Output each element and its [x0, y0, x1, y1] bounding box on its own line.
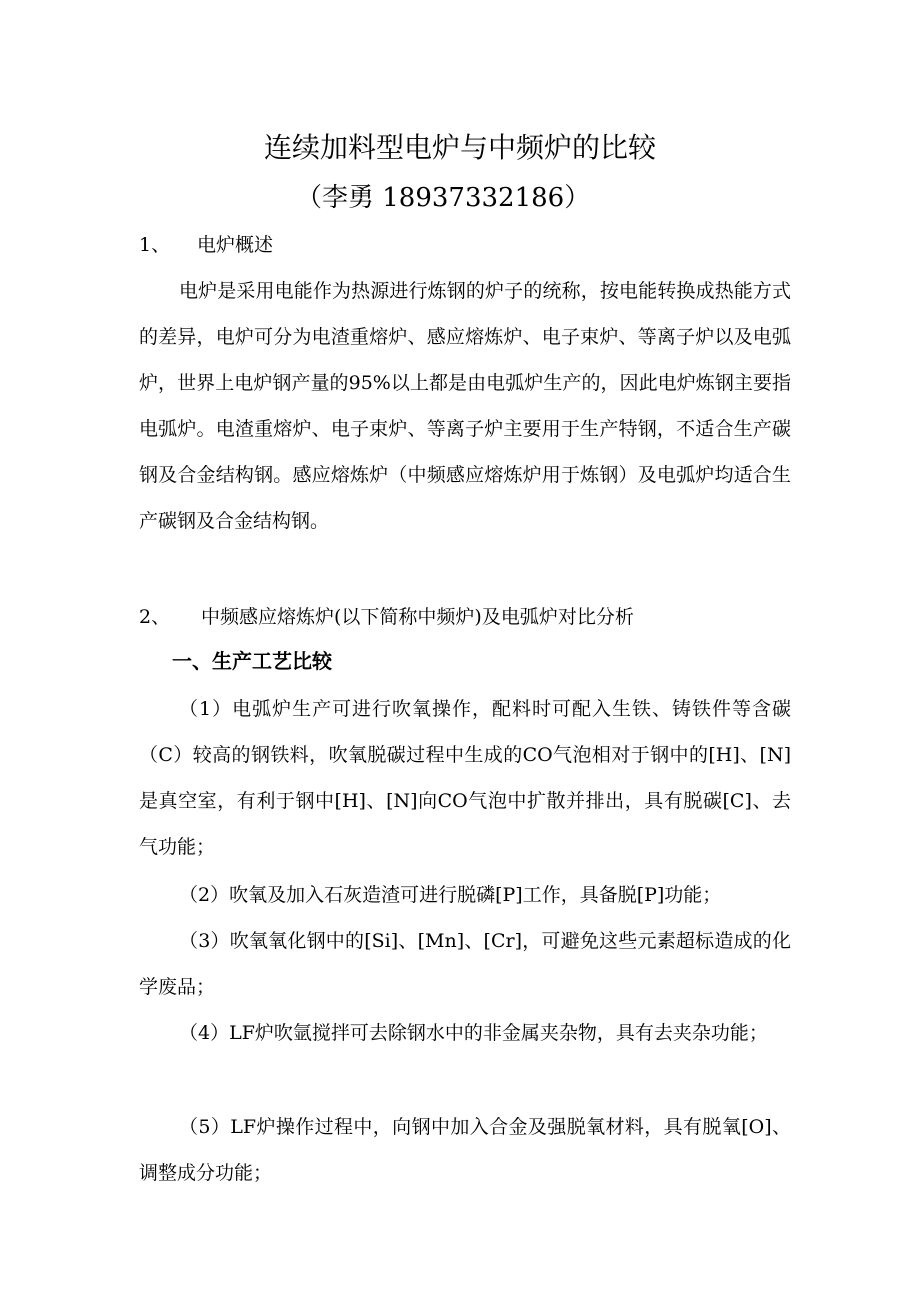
list-item: （2）吹氧及加入石灰造渣可进行脱磷[P]工作，具备脱[P]功能； [179, 884, 722, 906]
section-1-paragraph: 电炉是采用电能作为热源进行炼钢的炉子的统称，按电能转换成热能方式的差异，电炉可分为电渣重熔炉、感应熔炼炉、电子束炉、等离子炉以及电弧炉，世界上电炉钢产量的95%以上都是由电弧炉生产的，因此电炉炼钢主要指电弧炉。电渣重熔炉、电子束炉、等离子炉主要用于生产特钢，不适合生产碳钢及合金结构钢。感应熔炼炉（中频感应熔炼炉用于炼钢）及电弧炉均适合生产碳钢及合金结构钢。 [139, 280, 791, 532]
author-line: （李勇 18937332186） [296, 183, 591, 213]
list-item: （4）LF炉吹氩搅拌可去除钢水中的非金属夹杂物，具有去夹杂功能； [179, 1022, 768, 1044]
list-item: （5）LF炉操作过程中，向钢中加入合金及强脱氧材料，具有脱氧[O]、调整成分功能； [139, 1116, 791, 1184]
document-title: 连续加料型电炉与中频炉的比较 [263, 131, 656, 164]
list-item: （3）吹氧氧化钢中的[Si]、[Mn]、[Cr]，可避免这些元素超标造成的化学废品； [139, 930, 791, 998]
section-1-number: 1、 [139, 234, 171, 256]
section-1-heading [139, 230, 273, 260]
section-2-title: 中频感应熔炼炉(以下简称中频炉)及电弧炉对比分析 [201, 606, 634, 628]
section-1-title: 电炉概述 [197, 234, 274, 256]
list-item: （1）电弧炉生产可进行吹氧操作，配料时可配入生铁、铸铁件等含碳（C）较高的钢铁料，吹氧脱碳过程中生成的CO气泡相对于钢中的[H]、[N]是真空室，有利于钢中[H]、[N]向CO气泡中扩散并排出，具有脱碳[C]、去气功能； [139, 698, 791, 858]
section-2-number: 2、 [139, 606, 171, 628]
section-2-heading [139, 602, 634, 632]
subsection-heading: 一、生产工艺比较 [172, 649, 332, 673]
